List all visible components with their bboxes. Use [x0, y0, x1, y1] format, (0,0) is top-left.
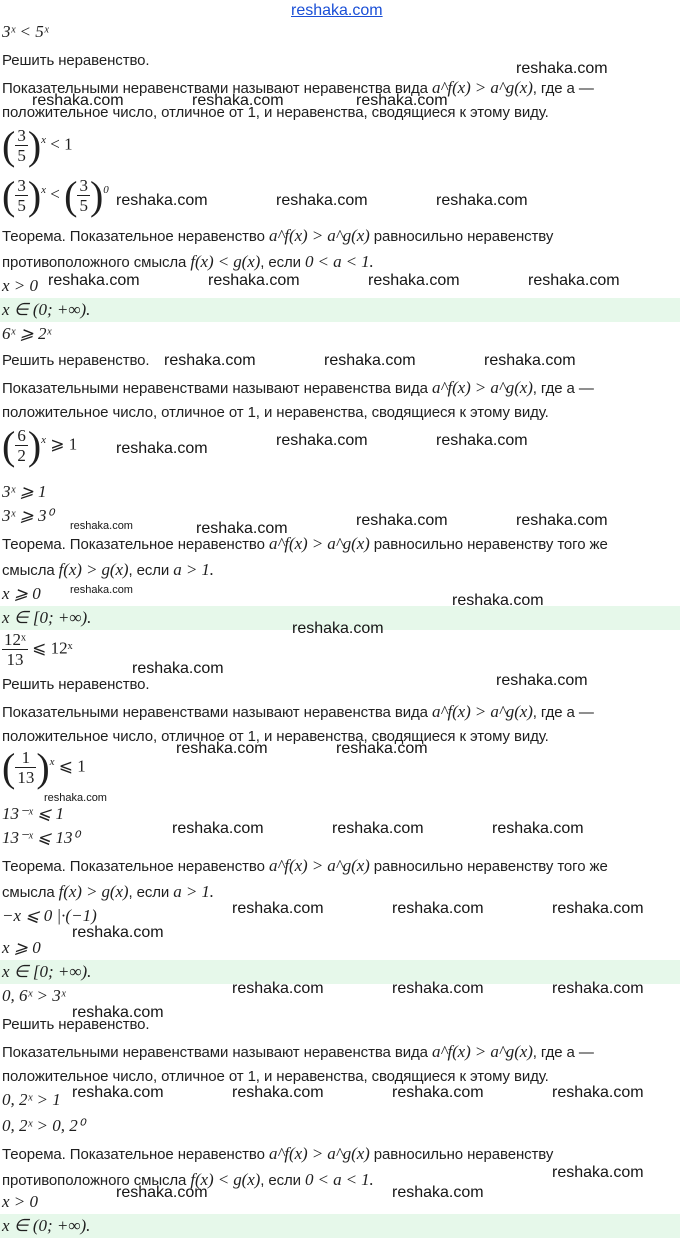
problem-2-step-1: ( $\frac{6}{2}$ )$^x$ ⩾ 1: [2, 423, 78, 468]
watermark: reshaka.com: [70, 584, 133, 596]
site-link[interactable]: reshaka.com: [291, 2, 383, 19]
watermark: reshaka.com: [176, 740, 268, 757]
problem-3-inequality: $\frac{\text{12ˣ}}{13}$ ⩽ 12ˣ: [4, 630, 73, 669]
problem-4-theorem-line1: Теорема. Показательное неравенство a^f(x) > a^g(x) равносильно неравенству: [2, 1144, 554, 1163]
watermark: reshaka.com: [232, 900, 324, 917]
problem-3-answer: x ∈ [0; +∞).: [2, 962, 92, 981]
watermark: reshaka.com: [392, 900, 484, 917]
watermark: reshaka.com: [232, 1084, 324, 1101]
problem-2-step-2: 3ˣ ⩾ 1: [2, 482, 47, 501]
watermark: reshaka.com: [32, 92, 124, 109]
watermark: reshaka.com: [392, 980, 484, 997]
problem-1-prompt: Решить неравенство.: [2, 52, 150, 69]
watermark: reshaka.com: [116, 192, 208, 209]
watermark: reshaka.com: [276, 432, 368, 449]
watermark: reshaka.com: [392, 1084, 484, 1101]
watermark: reshaka.com: [392, 1184, 484, 1201]
watermark: reshaka.com: [496, 672, 588, 689]
problem-2-definition-line2: положительное число, отличное от 1, и неравенства, сводящиеся к этому виду.: [2, 404, 549, 421]
problem-3-theorem-line2: смысла f(x) > g(x), если a > 1.: [2, 882, 214, 901]
problem-4-inequality: 0, 6ˣ > 3ˣ: [2, 986, 66, 1005]
problem-3-step-2: 13⁻ˣ ⩽ 1: [2, 804, 65, 823]
watermark: reshaka.com: [70, 520, 133, 532]
problem-1-theorem-line2: противоположного смысла f(x) < g(x), если 0 < a < 1.: [2, 252, 374, 271]
problem-2-definition-line1: Показательными неравенствами называют неравенства вида a^f(x) > a^g(x), где a —: [2, 378, 594, 397]
problem-1-definition-line2: положительное число, отличное от 1, и неравенства, сводящиеся к этому виду.: [2, 104, 549, 121]
problem-3-step-4: −x ⩽ 0 |·(−1): [2, 906, 97, 925]
watermark: reshaka.com: [528, 272, 620, 289]
watermark: reshaka.com: [356, 512, 448, 529]
problem-3-step-3: 13⁻ˣ ⩽ 13⁰: [2, 828, 80, 847]
problem-4-prompt: Решить неравенство.: [2, 1016, 150, 1033]
watermark: reshaka.com: [332, 820, 424, 837]
watermark: reshaka.com: [336, 740, 428, 757]
problem-4-result: x > 0: [2, 1192, 39, 1211]
problem-4-step-1: 0, 2ˣ > 1: [2, 1090, 61, 1109]
watermark: reshaka.com: [552, 1164, 644, 1181]
watermark: reshaka.com: [116, 440, 208, 457]
watermark: reshaka.com: [72, 1004, 164, 1021]
problem-1-step-1: ( $\frac{3}{5}$ )$^x$ < 1: [2, 123, 73, 168]
watermark: reshaka.com: [48, 272, 140, 289]
problem-2-theorem-line1: Теорема. Показательное неравенство a^f(x) > a^g(x) равносильно неравенству того же: [2, 534, 608, 553]
watermark: reshaka.com: [72, 924, 164, 941]
watermark: reshaka.com: [276, 192, 368, 209]
watermark: reshaka.com: [552, 900, 644, 917]
watermark: reshaka.com: [516, 512, 608, 529]
watermark: reshaka.com: [436, 192, 528, 209]
problem-1-inequality: 3ˣ < 5ˣ: [2, 22, 49, 41]
problem-1-theorem-line1: Теорема. Показательное неравенство a^f(x) > a^g(x) равносильно неравенству: [2, 226, 554, 245]
watermark: reshaka.com: [72, 1084, 164, 1101]
problem-2-step-3: 3ˣ ⩾ 3⁰: [2, 506, 54, 525]
problem-4-answer: x ∈ (0; +∞).: [2, 1216, 91, 1235]
problem-4-definition-line2: положительное число, отличное от 1, и неравенства, сводящиеся к этому виду.: [2, 1068, 549, 1085]
definition-formula: a^f(x) > a^g(x): [431, 78, 533, 97]
problem-1-definition-line1: Показательными неравенствами называют неравенства вида a^f(x) > a^g(x), где a —: [2, 78, 594, 97]
problem-1-step-2: ( $\frac{3}{5}$ )$^x$ < ( $\frac{3}{5}$ )$^0$: [2, 173, 109, 218]
watermark: reshaka.com: [208, 272, 300, 289]
problem-3-step-1: ( $\frac{1}{13}$ )$^x$ ⩽ 1: [2, 745, 86, 790]
watermark: reshaka.com: [552, 1084, 644, 1101]
problem-2-inequality: 6ˣ ⩾ 2ˣ: [2, 324, 52, 343]
problem-3-definition-line2: положительное число, отличное от 1, и неравенства, сводящиеся к этому виду.: [2, 728, 549, 745]
problem-1-answer-highlight: [0, 298, 680, 322]
watermark: reshaka.com: [492, 820, 584, 837]
watermark: reshaka.com: [116, 1184, 208, 1201]
watermark: reshaka.com: [356, 92, 448, 109]
watermark: reshaka.com: [552, 980, 644, 997]
problem-4-step-2: 0, 2ˣ > 0, 2⁰: [2, 1116, 85, 1135]
problem-2-theorem-line2: смысла f(x) > g(x), если a > 1.: [2, 560, 214, 579]
problem-3-result: x ⩾ 0: [2, 938, 41, 957]
watermark: reshaka.com: [172, 820, 264, 837]
watermark: reshaka.com: [196, 520, 288, 537]
problem-2-result: x ⩾ 0: [2, 584, 41, 603]
watermark: reshaka.com: [164, 352, 256, 369]
watermark: reshaka.com: [452, 592, 544, 609]
watermark: reshaka.com: [192, 92, 284, 109]
problem-3-prompt: Решить неравенство.: [2, 676, 150, 693]
problem-3-theorem-line1: Теорема. Показательное неравенство a^f(x) > a^g(x) равносильно неравенству того же: [2, 856, 608, 875]
problem-3-definition-line1: Показательными неравенствами называют неравенства вида a^f(x) > a^g(x), где a —: [2, 702, 594, 721]
problem-4-answer-highlight: [0, 1214, 680, 1238]
watermark: reshaka.com: [484, 352, 576, 369]
problem-1-result: x > 0: [2, 276, 39, 295]
problem-4-theorem-line2: противоположного смысла f(x) < g(x), если 0 < a < 1.: [2, 1170, 374, 1189]
problem-4-definition-line1: Показательными неравенствами называют неравенства вида a^f(x) > a^g(x), где a —: [2, 1042, 594, 1061]
watermark: reshaka.com: [292, 620, 384, 637]
watermark: reshaka.com: [132, 660, 224, 677]
problem-2-answer: x ∈ [0; +∞).: [2, 608, 92, 627]
problem-2-prompt: Решить неравенство.: [2, 352, 150, 369]
watermark: reshaka.com: [44, 792, 107, 804]
watermark: reshaka.com: [516, 60, 608, 77]
watermark: reshaka.com: [368, 272, 460, 289]
watermark: reshaka.com: [324, 352, 416, 369]
watermark: reshaka.com: [436, 432, 528, 449]
watermark: reshaka.com: [232, 980, 324, 997]
problem-1-answer: x ∈ (0; +∞).: [2, 300, 91, 319]
